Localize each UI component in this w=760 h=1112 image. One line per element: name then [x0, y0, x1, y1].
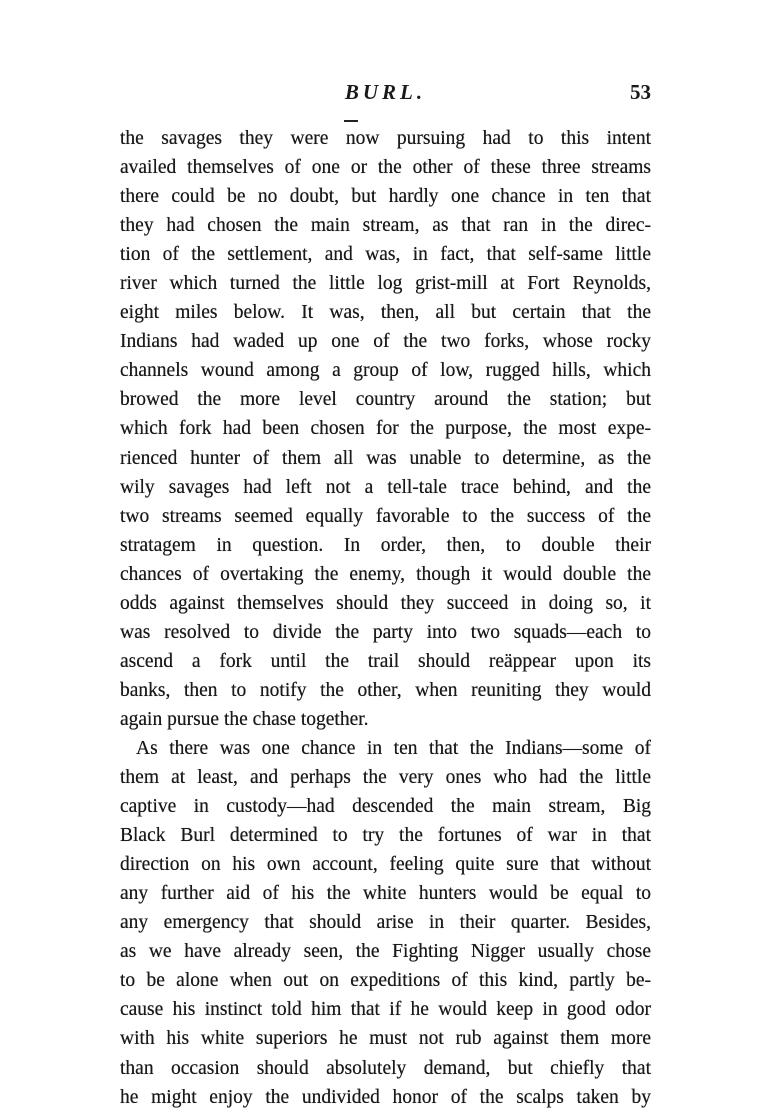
- text-line: again pursue the chase together.: [120, 708, 369, 730]
- header-rule: [344, 120, 358, 122]
- text-line: banks, then to notify the other, when reuniting they would: [120, 679, 651, 701]
- text-line: to be alone when out on expeditions of this kind, partly be-: [120, 970, 651, 992]
- text-line: channels wound among a group of low, rugged hills, which: [120, 360, 651, 382]
- text-line: rienced hunter of them all was unable to determine, as the: [120, 447, 651, 469]
- running-title: BURL.: [344, 80, 427, 104]
- text-line: stratagem in question. In order, then, to double their: [120, 534, 651, 556]
- text-line: eight miles below. It was, then, all but certain that the: [120, 302, 651, 324]
- text-line: chances of overtaking the enemy, though it would double the: [120, 563, 651, 585]
- text-line: there could be no doubt, but hardly one chance in ten that: [120, 186, 651, 208]
- text-line: availed themselves of one or the other of these three streams: [120, 157, 651, 179]
- text-line: them at least, and perhaps the very ones who had the little: [120, 767, 651, 789]
- text-line: the savages they were now pursuing had to this intent: [120, 128, 651, 149]
- text-line: was resolved to divide the party into two squads—each to: [120, 621, 651, 643]
- page-number: 53: [630, 80, 651, 104]
- text-line: they had chosen the main stream, as that ran in the direc-: [120, 215, 651, 237]
- text-line: ascend a fork until the trail should reäppear upon its: [120, 650, 651, 672]
- text-line: which fork had been chosen for the purpose, the most expe-: [120, 418, 651, 440]
- text-line: two streams seemed equally favorable to the success of the: [120, 505, 651, 527]
- text-line: Indians had waded up one of the two forks, whose rocky: [120, 331, 651, 353]
- text-line: cause his instinct told him that if he would keep in good odor: [120, 999, 651, 1021]
- text-line: with his white superiors he must not rub against them more: [120, 1028, 651, 1050]
- paragraph: [120, 124, 651, 734]
- text-line: tion of the settlement, and was, in fact, that self-same little: [120, 244, 651, 266]
- text-line: odds against themselves should they succeed in doing so, it: [120, 592, 651, 614]
- text-line: he might enjoy the undivided honor of the scalps taken by: [120, 1086, 651, 1108]
- text-line: river which turned the little log grist-mill at Fort Reynolds,: [120, 273, 651, 295]
- text-line: than occasion should absolutely demand, but chiefly that: [120, 1057, 651, 1079]
- text-line: browed the more level country around the station; but: [120, 389, 651, 411]
- text-line: Black Burl determined to try the fortunes of war in that: [120, 825, 651, 847]
- text-line: captive in custody—had descended the main stream, Big: [120, 796, 651, 818]
- text-line: any further aid of his the white hunters would be equal to: [120, 883, 651, 905]
- body-text: [120, 124, 651, 1112]
- text-line: as we have already seen, the Fighting Nigger usually chose: [120, 941, 651, 963]
- text-line: As there was one chance in ten that the Indians—some of: [136, 737, 651, 759]
- paragraph: [120, 734, 651, 1112]
- text-line: wily savages had left not a tell-tale trace behind, and the: [120, 476, 651, 498]
- text-line: any emergency that should arise in their quarter. Besides,: [120, 912, 651, 934]
- page-header: [120, 80, 651, 110]
- text-line: direction on his own account, feeling quite sure that without: [120, 854, 651, 876]
